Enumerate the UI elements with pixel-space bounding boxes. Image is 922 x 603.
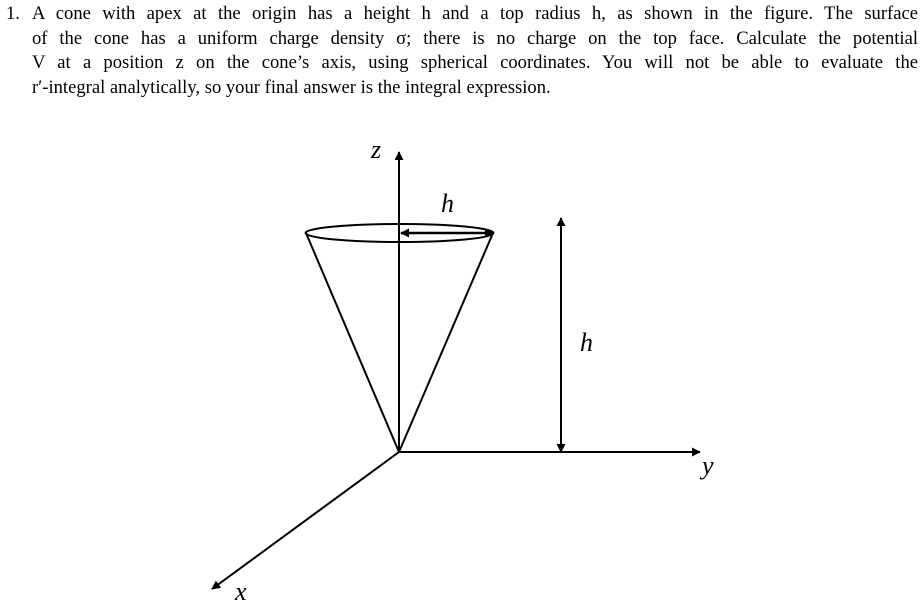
x-axis: [212, 452, 399, 589]
problem-line-3: V at a position z on the cone’s axis, using spherical coordinates. You will not be able to evaluate the: [32, 52, 918, 73]
cone-left-edge: [306, 233, 399, 452]
radius-label: h: [441, 189, 454, 218]
problem-line-4: r′-integral analytically, so your final answer is the integral expression.: [32, 76, 551, 98]
problem-line-1: A cone with apex at the origin has a height h and a top radius h, as shown in the figure. The surface: [32, 3, 918, 24]
x-axis-label: x: [235, 577, 247, 603]
cone-right-edge: [399, 233, 493, 452]
y-axis-label: y: [702, 451, 714, 480]
z-axis-label: z: [371, 135, 382, 164]
problem-number: 1.: [6, 3, 20, 24]
height-label: h: [580, 328, 593, 357]
problem-line-2: of the cone has a uniform charge density σ; there is no charge on the top face. Calculate the potential: [32, 27, 918, 49]
